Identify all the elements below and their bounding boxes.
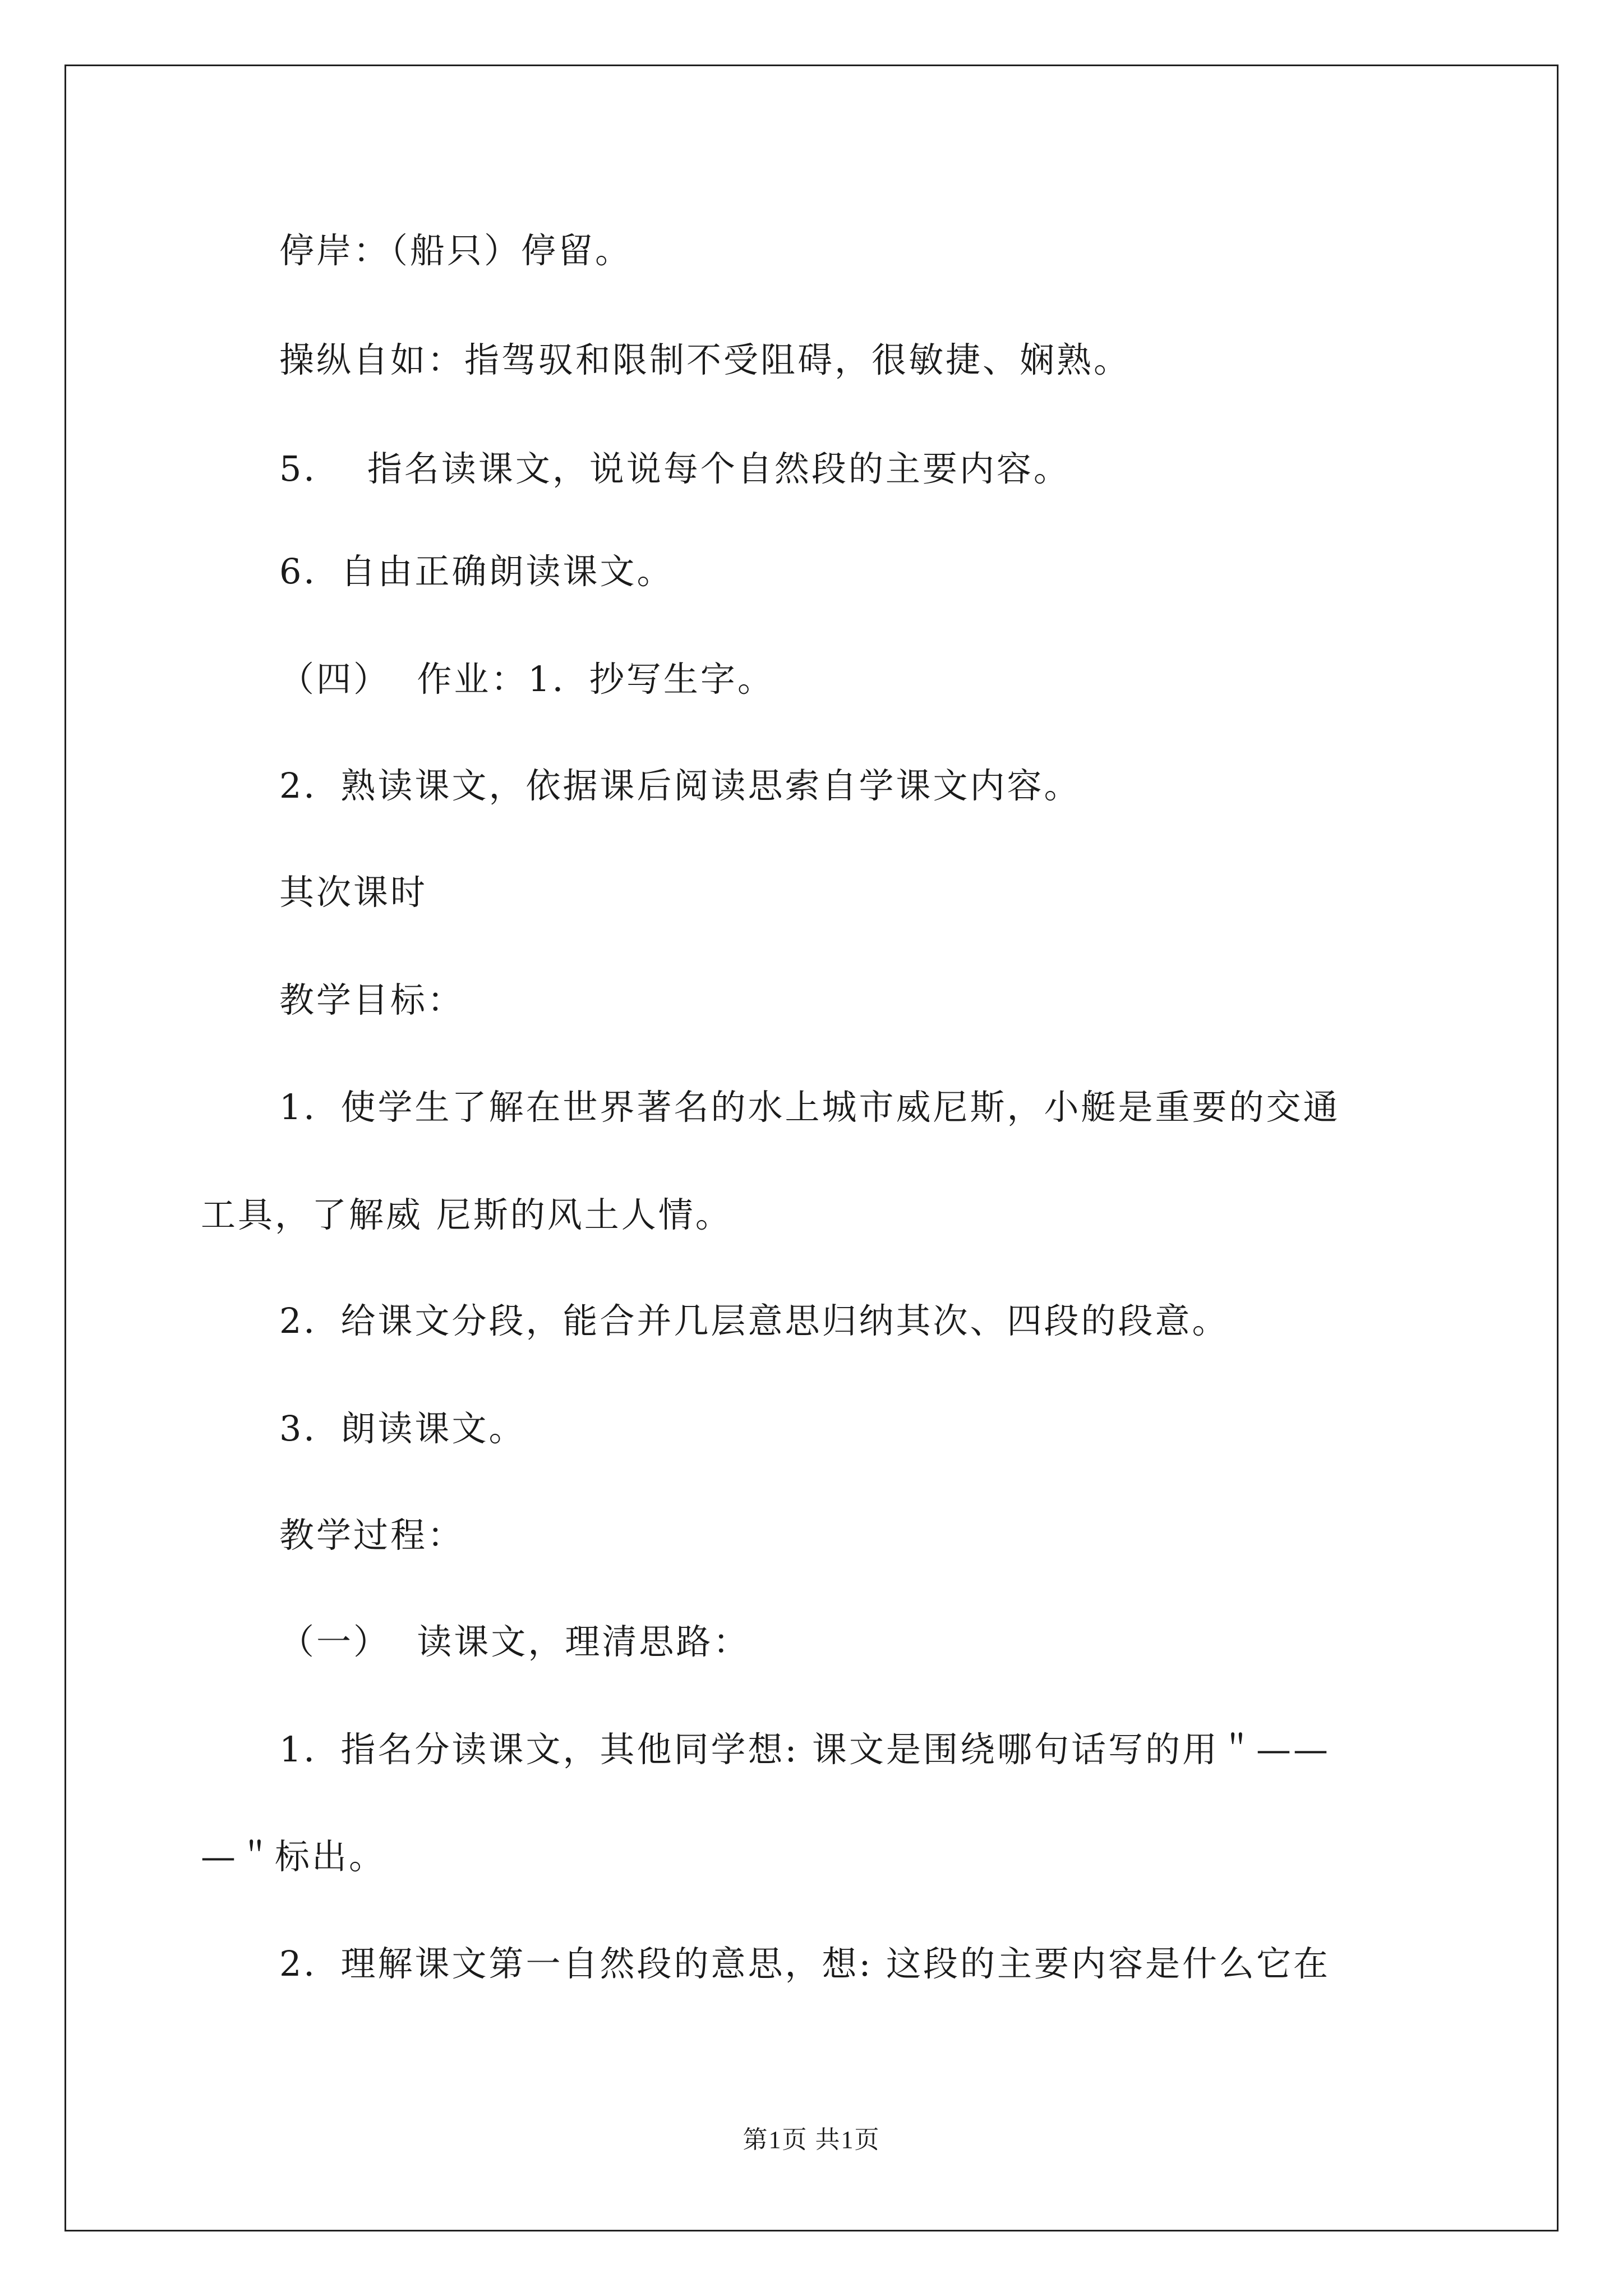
text-line: 3．朗读课文。	[279, 1408, 526, 1449]
text-line: （一） 读课文，理清思路：	[279, 1621, 750, 1662]
text-line: 5． 指名读课文，说说每个自然段的主要内容。	[279, 448, 1071, 489]
section-heading: 教学过程：	[279, 1515, 465, 1556]
text-line: 6．自由正确朗读课文。	[279, 551, 674, 592]
text-line: 工具，了解威 尼斯的风土人情。	[201, 1194, 732, 1235]
text-line: 1．使学生了解在世界著名的水上城市威尼斯，小艇是重要的交通	[279, 1087, 1340, 1128]
text-line: 2．熟读课文，依据课后阅读思索自学课文内容。	[279, 765, 1081, 806]
text-line: 1．指名分读课文，其他同学想: 课文是围绕哪句话写的用＂——	[279, 1729, 1331, 1770]
text-line: 2．理解课文第一自然段的意思，想: 这段的主要内容是什么它在	[279, 1943, 1331, 1984]
page-border	[64, 65, 1559, 2231]
text-line: 2．给课文分段，能合并几层意思归纳其次、四段的段意。	[279, 1300, 1229, 1341]
text-line: —＂标出。	[201, 1836, 386, 1877]
page-footer: 第1页 共1页	[743, 2126, 880, 2154]
text-line: 停岸：（船只）停留。	[279, 230, 633, 271]
section-heading: 其次课时	[279, 872, 428, 913]
section-heading: 教学目标：	[279, 979, 465, 1020]
text-line: （四） 作业：1．抄写生字。	[279, 659, 774, 700]
text-line: 操纵自如：指驾驭和限制不受阻碍，很敏捷、娴熟。	[279, 339, 1131, 380]
